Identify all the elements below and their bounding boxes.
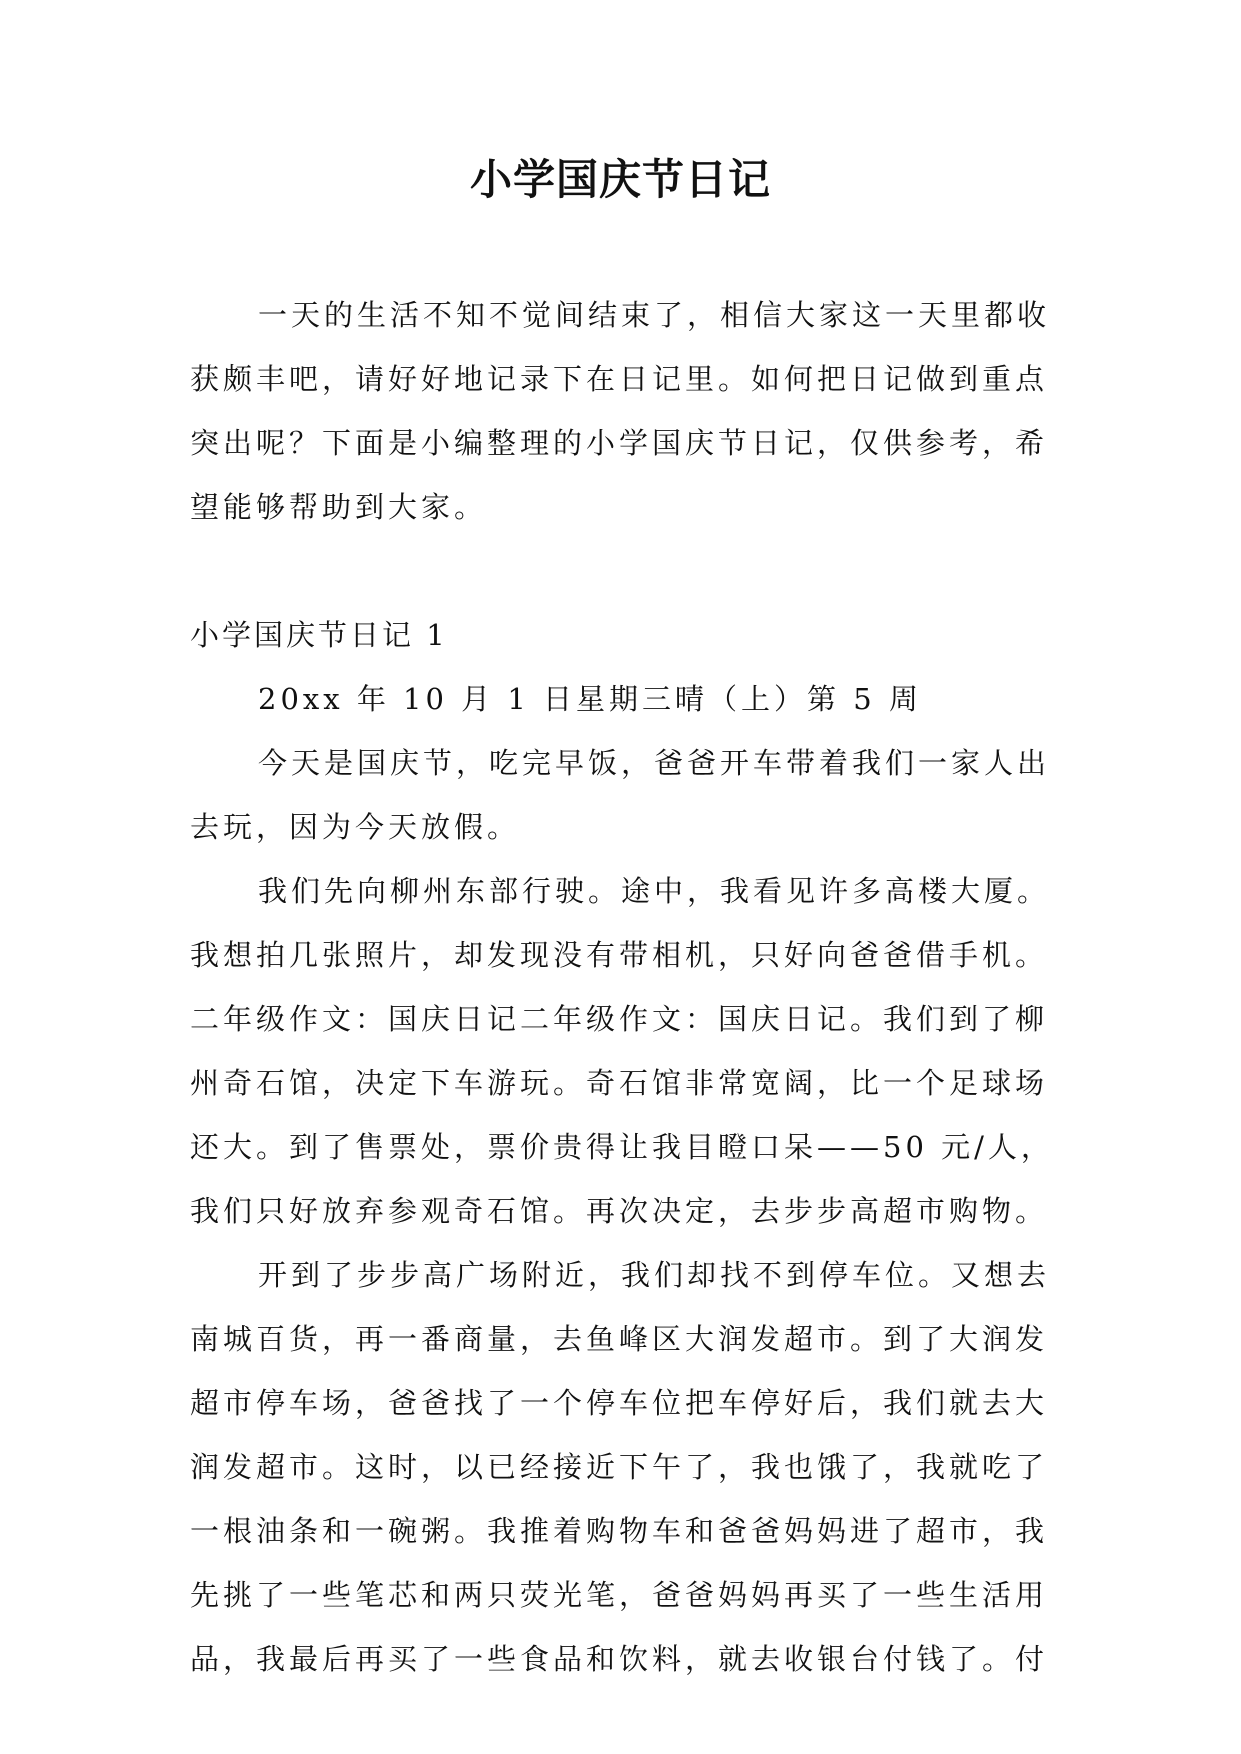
paragraph-line: 开到了步步高广场附近，我们却找不到停车位。又想去	[258, 1258, 1051, 1292]
paragraph-2	[190, 859, 1060, 1243]
intro-line: 一天的生活不知不觉间结束了，相信大家这一天里都收	[258, 298, 1051, 332]
paragraph-line: 还大。到了售票处，票价贵得让我目瞪口呆——50 元/人，	[190, 1130, 1054, 1164]
paragraph-line: 我们先向柳州东部行驶。途中，我看见许多高楼大厦。	[258, 874, 1051, 908]
paragraph-3	[190, 1243, 1060, 1691]
intro-paragraph	[190, 283, 1060, 539]
paragraph-line: 南城百货，再一番商量，去鱼峰区大润发超市。到了大润发	[190, 1322, 1049, 1356]
intro-line: 望能够帮助到大家。	[190, 490, 488, 524]
paragraph-line: 润发超市。这时，以已经接近下午了，我也饿了，我就吃了	[190, 1450, 1049, 1484]
paragraph-line: 一根油条和一碗粥。我推着购物车和爸爸妈妈进了超市，我	[190, 1514, 1049, 1548]
document-body	[190, 283, 1060, 1691]
paragraph-1	[190, 731, 1060, 859]
paragraph-line: 品，我最后再买了一些食品和饮料，就去收银台付钱了。付	[190, 1642, 1049, 1676]
intro-line: 突出呢？下面是小编整理的小学国庆节日记，仅供参考，希	[190, 426, 1049, 460]
document-title: 小学国庆节日记	[469, 155, 771, 204]
paragraph-line: 去玩，因为今天放假。	[190, 810, 521, 844]
date-line: 20xx 年 10 月 1 日星期三晴（上）第 5 周	[258, 682, 922, 716]
paragraph-line: 州奇石馆，决定下车游玩。奇石馆非常宽阔，比一个足球场	[190, 1066, 1049, 1100]
section-heading: 小学国庆节日记 1	[190, 618, 448, 652]
paragraph-line: 超市停车场，爸爸找了一个停车位把车停好后，我们就去大	[190, 1386, 1049, 1420]
paragraph-line: 二年级作文：国庆日记二年级作文：国庆日记。我们到了柳	[190, 1002, 1049, 1036]
paragraph-line: 我们只好放弃参观奇石馆。再次决定，去步步高超市购物。	[190, 1194, 1049, 1228]
intro-line: 获颇丰吧，请好好地记录下在日记里。如何把日记做到重点	[190, 362, 1049, 396]
paragraph-line: 我想拍几张照片，却发现没有带相机，只好向爸爸借手机。	[190, 938, 1049, 972]
paragraph-line: 今天是国庆节，吃完早饭，爸爸开车带着我们一家人出	[258, 746, 1051, 780]
paragraph-line: 先挑了一些笔芯和两只荧光笔，爸爸妈妈再买了一些生活用	[190, 1578, 1049, 1612]
paragraph-spacer	[190, 539, 1060, 603]
